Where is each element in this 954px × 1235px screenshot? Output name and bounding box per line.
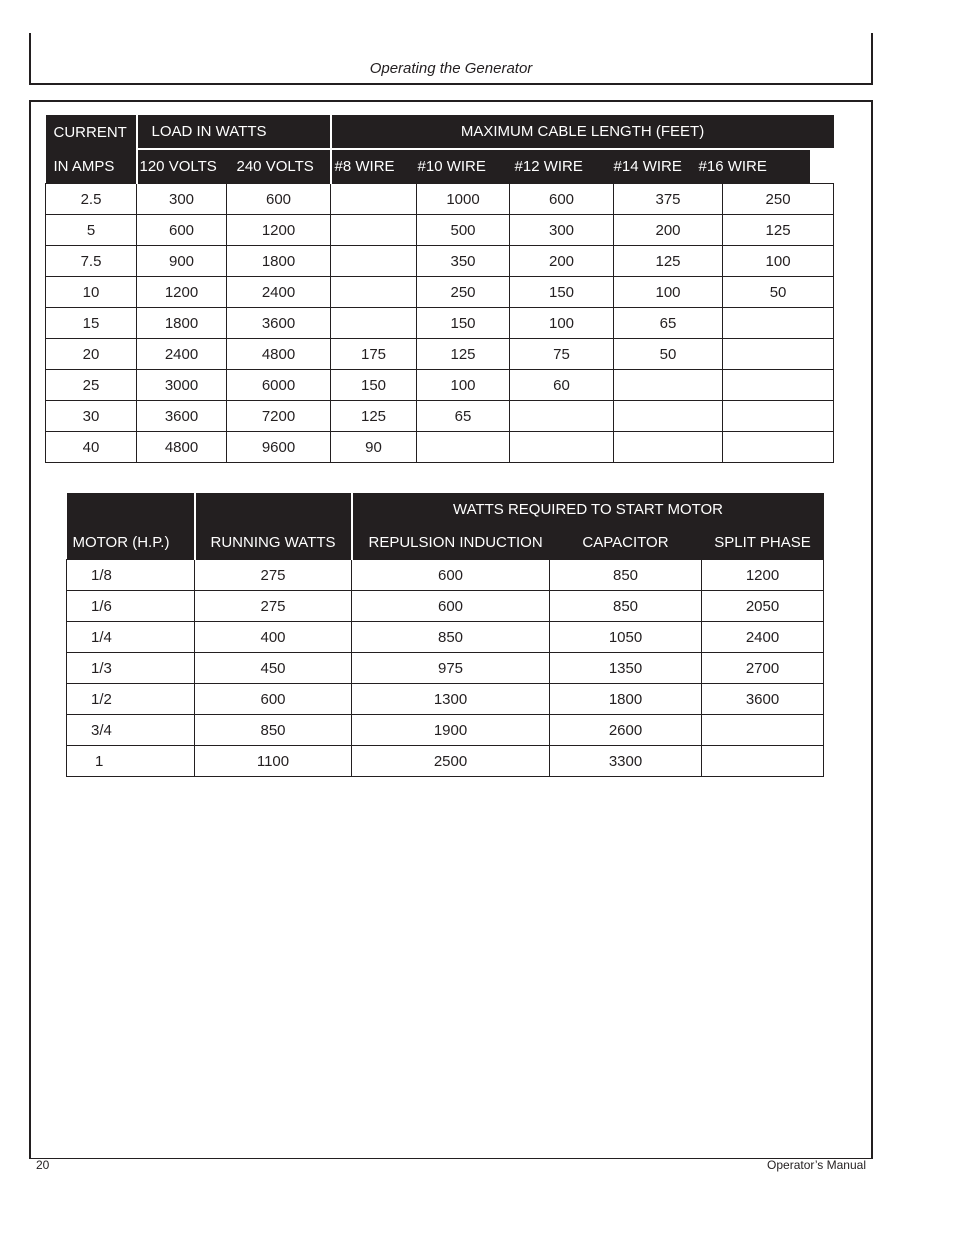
cell: 600 [137, 215, 227, 246]
cell: 2600 [550, 715, 702, 746]
header-blank [195, 493, 352, 526]
cable-table-body [46, 184, 834, 463]
cell: 3300 [550, 746, 702, 777]
cell: 3600 [227, 308, 331, 339]
cell: 100 [510, 308, 614, 339]
motor-table-body [67, 560, 824, 777]
cell: 300 [137, 184, 227, 215]
table-row [67, 715, 824, 746]
table-row [46, 184, 834, 215]
cell: 15 [46, 308, 137, 339]
cell: 9600 [227, 432, 331, 463]
table-row [46, 401, 834, 432]
cell: 200 [614, 215, 723, 246]
cell: 30 [46, 401, 137, 432]
header-motor-hp: MOTOR (H.P.) [67, 526, 195, 560]
cell: 125 [614, 246, 723, 277]
cell: 250 [723, 184, 834, 215]
header-watts-to-start: WATTS REQUIRED TO START MOTOR [352, 493, 824, 526]
cell: 1350 [550, 653, 702, 684]
header-120-volts: 120 VOLTS [137, 149, 227, 184]
cell: 100 [417, 370, 510, 401]
cell: 1/8 [67, 560, 195, 591]
cell [510, 432, 614, 463]
cell: 150 [510, 277, 614, 308]
cell: 20 [46, 339, 137, 370]
cell: 275 [195, 591, 352, 622]
cell: 600 [227, 184, 331, 215]
header-current-line1: CURRENT [46, 115, 137, 149]
cell: 3600 [137, 401, 227, 432]
cell: 3600 [702, 684, 824, 715]
cell: 2.5 [46, 184, 137, 215]
cell: 3000 [137, 370, 227, 401]
cell: 1900 [352, 715, 550, 746]
cell: 400 [195, 622, 352, 653]
cell: 600 [352, 591, 550, 622]
header-8-wire: #8 WIRE [331, 149, 417, 184]
cell: 200 [510, 246, 614, 277]
header-16-wire: #16 WIRE [699, 149, 810, 184]
cell: 2400 [227, 277, 331, 308]
cell: 1800 [550, 684, 702, 715]
header-10-wire: #10 WIRE [417, 149, 510, 184]
page-number: 20 [36, 1158, 50, 1172]
cell: 50 [614, 339, 723, 370]
header-load-in-watts: LOAD IN WATTS [137, 115, 331, 149]
cell: 450 [195, 653, 352, 684]
table-row [67, 653, 824, 684]
cell: 1100 [195, 746, 352, 777]
cell: 250 [417, 277, 510, 308]
header-repulsion-induction: REPULSION INDUCTION [352, 526, 550, 560]
cell: 1200 [702, 560, 824, 591]
cell: 1/3 [67, 653, 195, 684]
cell: 350 [417, 246, 510, 277]
cell: 1300 [352, 684, 550, 715]
cell: 75 [510, 339, 614, 370]
cell [614, 370, 723, 401]
table-row [67, 684, 824, 715]
cell: 2500 [352, 746, 550, 777]
cell: 600 [195, 684, 352, 715]
cell: 3/4 [67, 715, 195, 746]
cell [331, 246, 417, 277]
cell [331, 184, 417, 215]
cell: 850 [352, 622, 550, 653]
cell [331, 215, 417, 246]
table-row [67, 622, 824, 653]
cell [614, 432, 723, 463]
table-row [46, 215, 834, 246]
cell: 275 [195, 560, 352, 591]
motor-start-watts-table [66, 493, 824, 777]
cell: 1/4 [67, 622, 195, 653]
cell [702, 715, 824, 746]
table-row [46, 339, 834, 370]
header-max-cable-length: MAXIMUM CABLE LENGTH (FEET) [331, 115, 834, 149]
header-frame [29, 33, 873, 85]
manual-name: Operator’s Manual [767, 1158, 866, 1172]
cell: 2400 [137, 339, 227, 370]
header-blank [67, 493, 195, 526]
cell: 4800 [137, 432, 227, 463]
cell: 600 [510, 184, 614, 215]
header-running-watts: RUNNING WATTS [195, 526, 352, 560]
header-split-phase: SPLIT PHASE [702, 526, 824, 560]
table-row [67, 591, 824, 622]
cell: 1800 [137, 308, 227, 339]
cell: 65 [417, 401, 510, 432]
table-row [46, 308, 834, 339]
cell: 1200 [227, 215, 331, 246]
cell: 60 [510, 370, 614, 401]
cell: 125 [331, 401, 417, 432]
table-row [46, 432, 834, 463]
table-row [67, 560, 824, 591]
cell: 7200 [227, 401, 331, 432]
cell: 850 [550, 560, 702, 591]
header-14-wire: #14 WIRE [614, 149, 723, 184]
cable-length-table [45, 115, 834, 463]
cell: 175 [331, 339, 417, 370]
table-row [46, 277, 834, 308]
cell: 975 [352, 653, 550, 684]
cell [723, 401, 834, 432]
cell [723, 339, 834, 370]
table-row [46, 370, 834, 401]
cell [331, 308, 417, 339]
cell: 4800 [227, 339, 331, 370]
cell: 25 [46, 370, 137, 401]
cell: 600 [352, 560, 550, 591]
header-240-volts: 240 VOLTS [227, 149, 331, 184]
cell: 1800 [227, 246, 331, 277]
cell: 1 [67, 746, 195, 777]
table-row [67, 746, 824, 777]
cell: 2700 [702, 653, 824, 684]
cell: 300 [510, 215, 614, 246]
cell: 125 [723, 215, 834, 246]
cell: 1/6 [67, 591, 195, 622]
cell: 7.5 [46, 246, 137, 277]
cell: 150 [417, 308, 510, 339]
cell: 50 [723, 277, 834, 308]
cell [723, 370, 834, 401]
cell: 100 [723, 246, 834, 277]
cell: 1/2 [67, 684, 195, 715]
cell [723, 308, 834, 339]
section-title: Operating the Generator [369, 60, 533, 77]
header-capacitor: CAPACITOR [550, 526, 702, 560]
cell: 40 [46, 432, 137, 463]
cell [331, 277, 417, 308]
cell: 5 [46, 215, 137, 246]
cell: 100 [614, 277, 723, 308]
cell: 500 [417, 215, 510, 246]
cell: 900 [137, 246, 227, 277]
cell [702, 746, 824, 777]
cell: 90 [331, 432, 417, 463]
cell [510, 401, 614, 432]
cell: 150 [331, 370, 417, 401]
cell: 2050 [702, 591, 824, 622]
cell: 125 [417, 339, 510, 370]
header-current-line2: IN AMPS [46, 149, 137, 184]
cell: 1000 [417, 184, 510, 215]
cell: 6000 [227, 370, 331, 401]
cell: 10 [46, 277, 137, 308]
cell: 850 [550, 591, 702, 622]
cell: 375 [614, 184, 723, 215]
cell: 2400 [702, 622, 824, 653]
cell: 1050 [550, 622, 702, 653]
cell: 1200 [137, 277, 227, 308]
cell [723, 432, 834, 463]
cell: 850 [195, 715, 352, 746]
cell: 65 [614, 308, 723, 339]
cell [417, 432, 510, 463]
cell [614, 401, 723, 432]
header-12-wire: #12 WIRE [510, 149, 614, 184]
table-row [46, 246, 834, 277]
